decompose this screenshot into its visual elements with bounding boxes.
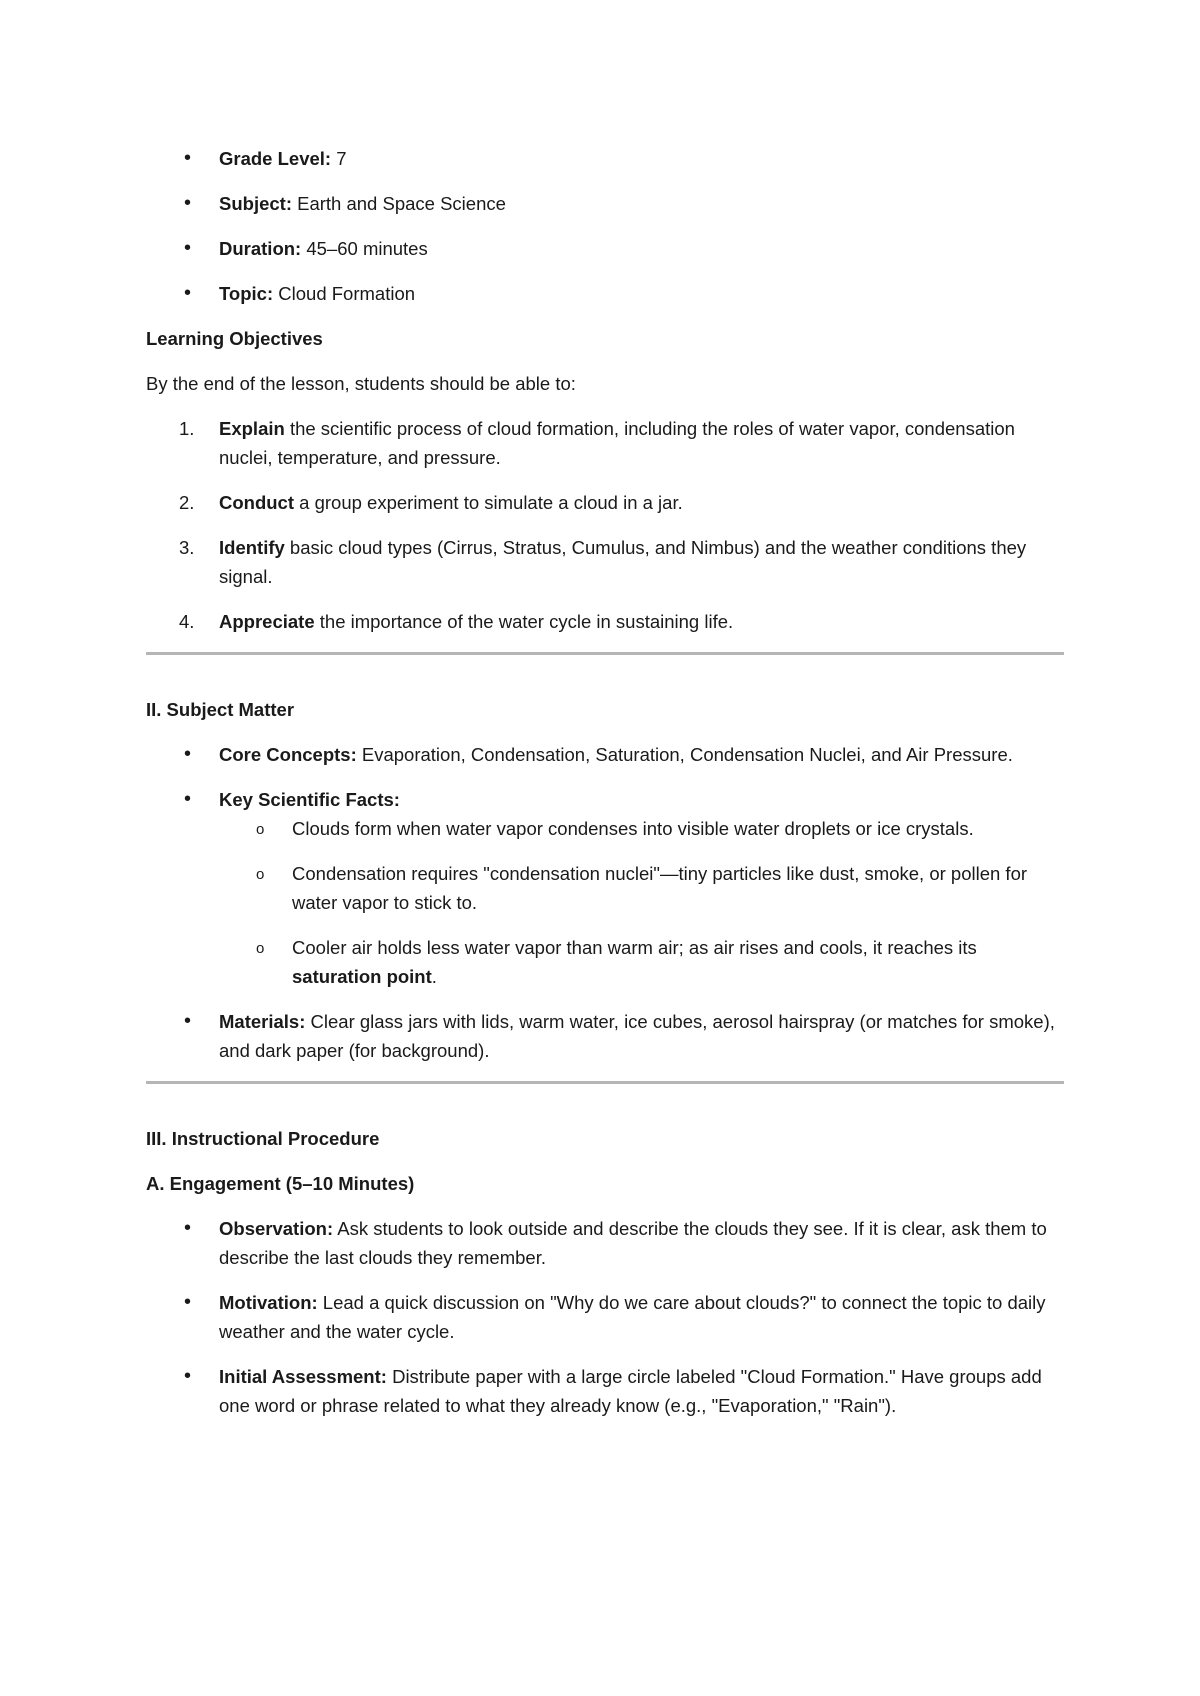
- motivation-item: • Motivation: Lead a quick discussion on "Why do we care about clouds?" to connect the topic to daily weather and the water cycle.: [146, 1288, 1064, 1346]
- key-facts-sublist-wrap: [146, 814, 1064, 991]
- overview-grade-level: • Grade Level: 7: [146, 144, 1064, 173]
- lesson-plan-content: [146, 144, 1064, 1436]
- section-divider: [146, 652, 1064, 655]
- engagement-list: [146, 1214, 1064, 1420]
- objective-item: 1. Explain the scientific process of cloud formation, including the roles of water vapor, condensation nuclei, temperature, and pressure.: [179, 418, 1015, 468]
- overview-duration: • Duration: 45–60 minutes: [146, 234, 1064, 263]
- materials-list: [146, 1007, 1064, 1065]
- objective-item: 4. Appreciate the importance of the water cycle in sustaining life.: [179, 611, 734, 632]
- fact-item: o Condensation requires "condensation nuclei"—tiny particles like dust, smoke, or pollen for water vapor to stick to.: [146, 859, 1064, 917]
- materials-item: • Materials: Clear glass jars with lids, warm water, ice cubes, aerosol hairspray (or matches for smoke), and dark paper (for background).: [146, 1007, 1064, 1065]
- subject-matter-list: [146, 740, 1064, 814]
- core-concepts-item: • Core Concepts: Evaporation, Condensation, Saturation, Condensation Nuclei, and Air Pressure.: [146, 740, 1064, 769]
- key-facts-sublist: [146, 814, 1064, 991]
- fact-item: o Cooler air holds less water vapor than warm air; as air rises and cools, it reaches its saturation point.: [146, 933, 1064, 991]
- objectives-intro: By the end of the lesson, students should be able to:: [146, 373, 576, 394]
- objective-item: 2. Conduct a group experiment to simulate a cloud in a jar.: [179, 492, 683, 513]
- key-facts-item: • Key Scientific Facts:: [146, 785, 1064, 814]
- observation-item: • Observation: Ask students to look outside and describe the clouds they see. If it is clear, ask them to describe the last clouds they remember.: [146, 1214, 1064, 1272]
- objectives-list: [146, 414, 1064, 636]
- learning-objectives-heading: Learning Objectives: [146, 328, 323, 349]
- fact-item: o Clouds form when water vapor condenses into visible water droplets or ice crystals.: [146, 814, 1064, 843]
- initial-assessment-item: • Initial Assessment: Distribute paper with a large circle labeled "Cloud Formation." Have groups add one word or phrase related to what they already know (e.g., "Evaporation," "Rain").: [146, 1362, 1064, 1420]
- overview-subject: • Subject: Earth and Space Science: [146, 189, 1064, 218]
- subject-matter-heading: II. Subject Matter: [146, 699, 295, 720]
- objective-item: 3. Identify basic cloud types (Cirrus, Stratus, Cumulus, and Nimbus) and the weather conditions they signal.: [179, 537, 1027, 587]
- engagement-subheading: A. Engagement (5–10 Minutes): [146, 1173, 415, 1194]
- overview-list: [146, 144, 1064, 308]
- instructional-procedure-heading: III. Instructional Procedure: [146, 1128, 380, 1149]
- section-divider: [146, 1081, 1064, 1084]
- overview-topic: • Topic: Cloud Formation: [146, 279, 1064, 308]
